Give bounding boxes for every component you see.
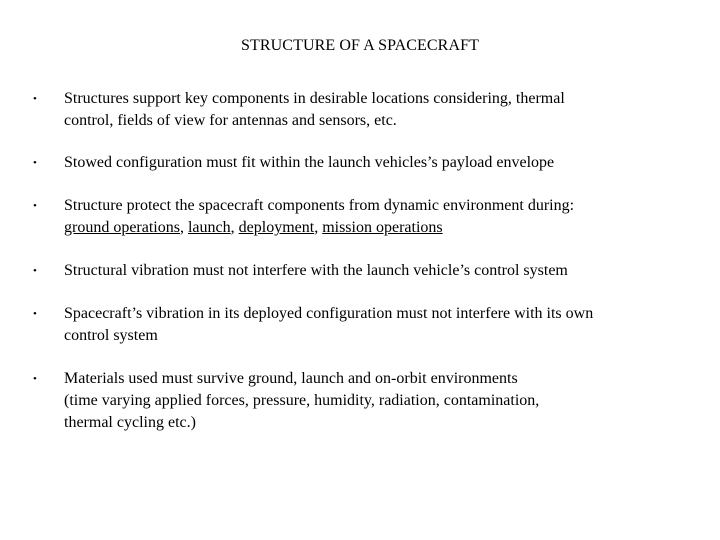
phase-deployment: deployment (238, 219, 315, 236)
bullet-icon: • (33, 157, 37, 169)
bullet-text: Materials used must survive ground, launch and on-orbit environments (time varying applied forces, pressure, humidity, radiation, contamination, thermal cycling etc.) (64, 370, 540, 431)
bullet-icon: • (33, 265, 37, 277)
phase-ground-operations: ground operations (64, 219, 180, 236)
bullet-text: Spacecraft’s vibration in its deployed configuration must not interfere with its own control system (64, 305, 594, 344)
bullet-icon: • (33, 93, 37, 105)
bullet-text: Stowed configuration must fit within the launch vehicles’s payload envelope (64, 154, 555, 171)
bullet-icon: • (33, 200, 37, 212)
bullet-text: Structures support key components in desirable locations considering, thermal control, fields of view for antennas and sensors, etc. (64, 90, 565, 129)
phase-launch: launch (187, 219, 231, 236)
phase-separator: , (179, 219, 188, 236)
bullet-icon: • (33, 308, 37, 320)
slide-title: STRUCTURE OF A SPACECRAFT (241, 37, 479, 54)
bullet-text: Structural vibration must not interfere with the launch vehicle’s control system (64, 262, 568, 279)
bullet-intro: Structure protect the spacecraft components from dynamic environment during: (64, 197, 575, 214)
phase-separator: , (314, 219, 323, 236)
phase-separator: , (230, 219, 239, 236)
bullet-text (64, 195, 704, 239)
bullet-icon: • (33, 373, 37, 385)
phase-mission-operations: mission operations (322, 219, 443, 236)
